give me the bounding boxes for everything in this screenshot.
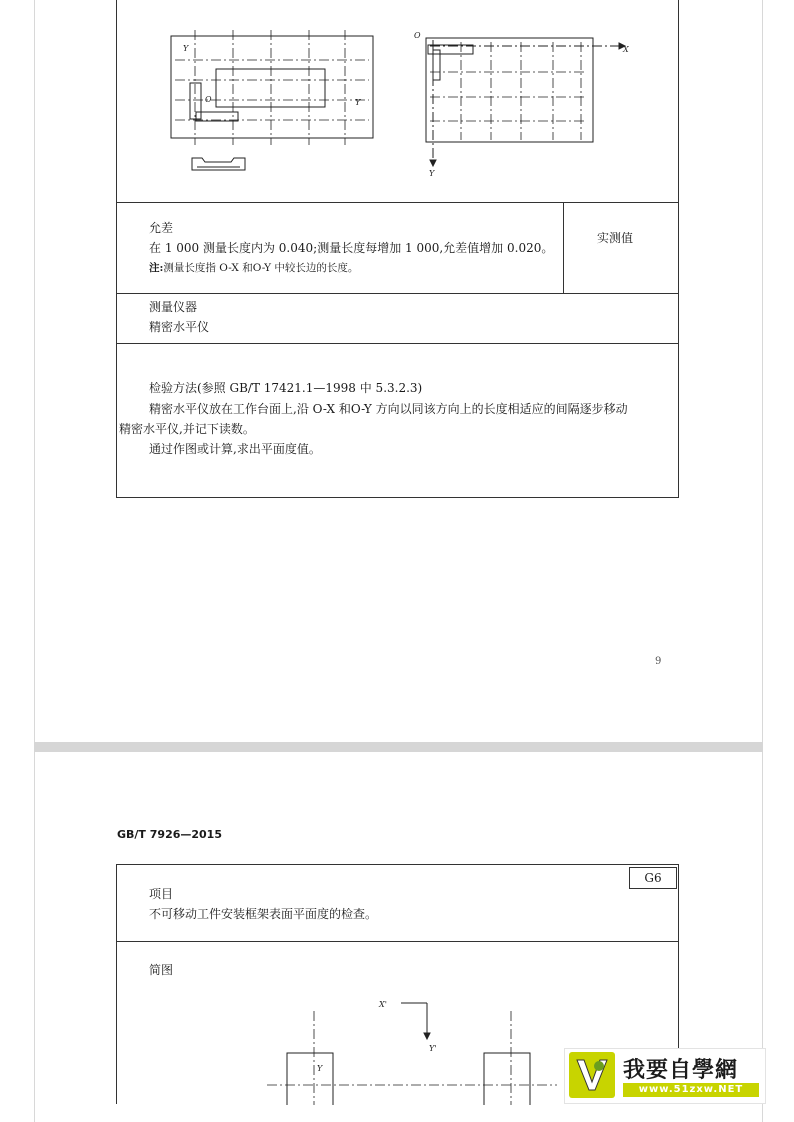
tolerance-note — [149, 259, 358, 277]
page-separator — [34, 742, 763, 752]
column-divider — [563, 202, 564, 293]
method-line-2: 精密水平仪,并记下读数。 — [119, 422, 255, 436]
row-divider — [117, 941, 678, 942]
tolerance-heading: 允差 — [149, 221, 174, 235]
row-divider — [117, 293, 678, 294]
method-heading: 检验方法(参照 GB/T 17421.1—1998 中 5.3.2.3) — [149, 381, 423, 395]
method-line-3: 通过作图或计算,求出平面度值。 — [149, 442, 321, 456]
instrument-heading: 测量仪器 — [149, 300, 198, 314]
instrument-value: 精密水平仪 — [149, 320, 210, 334]
note-label: 注: — [149, 262, 164, 274]
item-code-box: G6 — [629, 867, 677, 889]
y-prime-label: Y' — [429, 1044, 437, 1053]
item-heading: 项目 — [149, 887, 174, 901]
row-divider — [117, 202, 678, 203]
left-y-top-label: Y — [183, 44, 189, 53]
watermark-url: www.51zxw.NET — [623, 1083, 759, 1097]
site-watermark — [564, 1048, 766, 1104]
method-line-1: 精密水平仪放在工作台面上,沿 O-X 和O-Y 方向以同该方向上的长度相适应的间隔逐步移动 — [149, 402, 628, 416]
right-y-label: Y — [429, 169, 435, 178]
tolerance-text: 在 1 000 测量长度内为 0.040;测量长度每增加 1 000,允差值增加 0.020。 — [149, 241, 554, 255]
watermark-title: 我要自學網 — [623, 1058, 739, 1083]
right-figure — [426, 38, 625, 166]
note-text: 测量长度指 O-X 和O-Y 中较长边的长度。 — [163, 262, 359, 274]
inspection-table-g5 — [116, 0, 679, 498]
item-text: 不可移动工件安装框架表面平面度的检查。 — [149, 907, 378, 921]
page-number: 9 — [655, 656, 662, 667]
measured-value-label: 实测值 — [597, 231, 634, 245]
y-label: Y — [317, 1064, 323, 1073]
diagram-heading: 简图 — [149, 963, 174, 977]
standard-number: GB/T 7926—2015 — [117, 828, 222, 841]
left-figure — [171, 30, 373, 170]
row-divider — [117, 343, 678, 344]
right-x-label: X — [623, 45, 629, 54]
x-prime-label: X' — [379, 1000, 387, 1009]
left-y-right-label: Y — [355, 98, 361, 107]
logo-mark-icon — [569, 1052, 615, 1098]
left-o-label: O — [205, 95, 212, 104]
right-o-label: O — [414, 31, 421, 40]
sketch-figure — [117, 0, 680, 200]
